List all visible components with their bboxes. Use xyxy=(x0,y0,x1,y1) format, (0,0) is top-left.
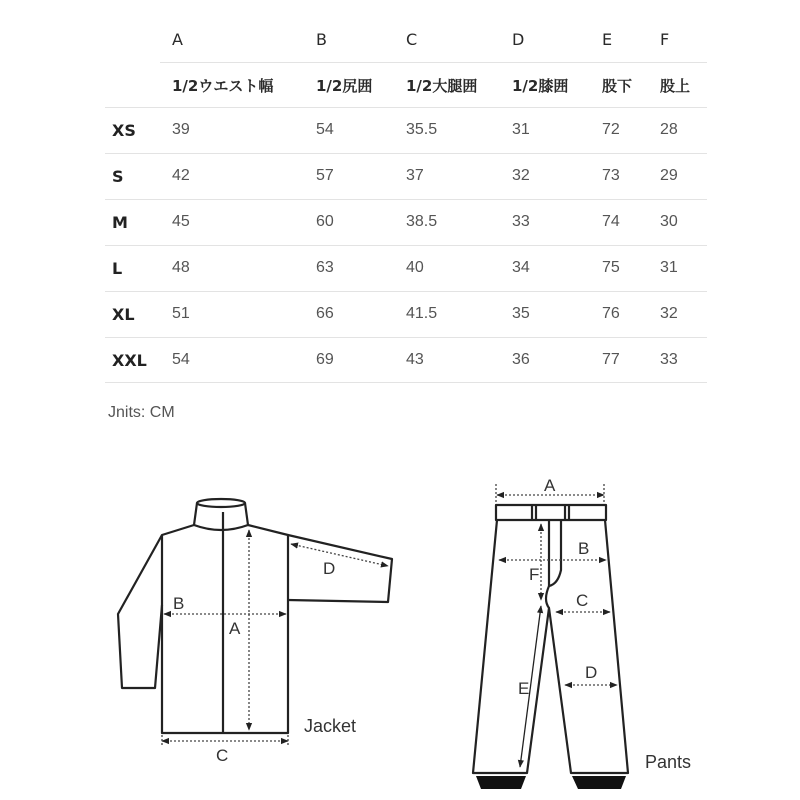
cell-f: 28 xyxy=(660,121,678,138)
cell-e: 77 xyxy=(602,351,620,368)
cell-f: 30 xyxy=(660,213,678,230)
cell-f: 29 xyxy=(660,167,678,184)
pants-waistband xyxy=(496,505,606,520)
pants-label-f: F xyxy=(529,565,540,584)
cell-b: 69 xyxy=(316,351,334,368)
cell-d: 35 xyxy=(512,305,530,322)
size-label: XXL xyxy=(112,351,147,370)
units-note: Jnits: CM xyxy=(108,404,175,421)
jacket-label-a: A xyxy=(229,619,241,638)
column-letter-b: B xyxy=(316,30,327,49)
cell-a: 54 xyxy=(172,351,190,368)
size-label: XS xyxy=(112,121,136,140)
cell-f: 33 xyxy=(660,351,678,368)
cell-c: 40 xyxy=(406,259,424,276)
cell-c: 37 xyxy=(406,167,424,184)
column-label-thigh: 1/2大腿囲 xyxy=(406,77,478,95)
cell-e: 72 xyxy=(602,121,620,138)
jacket-left-sleeve xyxy=(118,535,162,688)
cell-d: 36 xyxy=(512,351,530,368)
cell-a: 51 xyxy=(172,305,190,322)
cell-c: 38.5 xyxy=(406,213,438,230)
cell-d: 34 xyxy=(512,259,530,276)
pants-label-a: A xyxy=(544,476,556,495)
pants-caption: Pants xyxy=(645,752,692,772)
jacket-label-b: B xyxy=(173,594,185,613)
jacket-caption: Jacket xyxy=(304,716,357,736)
column-label-knee: 1/2膝囲 xyxy=(512,77,569,95)
cell-b: 60 xyxy=(316,213,334,230)
cell-c: 35.5 xyxy=(406,121,438,138)
cell-e: 74 xyxy=(602,213,620,230)
cell-e: 76 xyxy=(602,305,620,322)
cell-b: 54 xyxy=(316,121,334,138)
pants-legs xyxy=(473,520,628,773)
pants-label-d: D xyxy=(585,663,598,682)
column-label-rise: 股上 xyxy=(660,77,691,95)
jacket-label-c: C xyxy=(216,746,229,765)
cell-b: 66 xyxy=(316,305,334,322)
cell-a: 39 xyxy=(172,121,190,138)
column-letter-a: A xyxy=(172,30,183,49)
column-label-inseam: 股下 xyxy=(602,77,633,95)
column-label-waist: 1/2ウエスト幅 xyxy=(172,77,274,95)
column-label-hip: 1/2尻囲 xyxy=(316,77,373,95)
cell-c: 43 xyxy=(406,351,424,368)
cell-d: 33 xyxy=(512,213,530,230)
cell-a: 45 xyxy=(172,213,190,230)
pants-fly xyxy=(549,520,561,586)
cell-b: 63 xyxy=(316,259,334,276)
pants-label-e: E xyxy=(518,679,530,698)
cell-b: 57 xyxy=(316,167,334,184)
jacket-right-sleeve xyxy=(288,535,392,602)
cell-e: 73 xyxy=(602,167,620,184)
column-letter-e: E xyxy=(602,30,613,49)
pants-right-cuff xyxy=(572,776,626,789)
cell-d: 32 xyxy=(512,167,530,184)
cell-d: 31 xyxy=(512,121,530,138)
size-label: S xyxy=(112,167,124,186)
jacket-body xyxy=(162,525,288,733)
cell-a: 42 xyxy=(172,167,190,184)
jacket-diagram xyxy=(118,499,392,733)
pants-diagram xyxy=(473,505,628,773)
size-label: L xyxy=(112,259,123,278)
column-letter-f: F xyxy=(660,30,670,49)
cell-f: 31 xyxy=(660,259,678,276)
cell-e: 75 xyxy=(602,259,620,276)
pants-left-cuff xyxy=(476,776,526,789)
pants-label-c: C xyxy=(576,591,589,610)
cell-a: 48 xyxy=(172,259,190,276)
column-letter-d: D xyxy=(512,30,525,49)
cell-f: 32 xyxy=(660,305,678,322)
jacket-label-d: D xyxy=(323,559,336,578)
pants-label-b: B xyxy=(578,539,590,558)
jacket-collar-top xyxy=(197,499,245,507)
column-letter-c: C xyxy=(406,30,418,49)
cell-c: 41.5 xyxy=(406,305,438,322)
size-label: M xyxy=(112,213,128,232)
size-label: XL xyxy=(112,305,135,324)
